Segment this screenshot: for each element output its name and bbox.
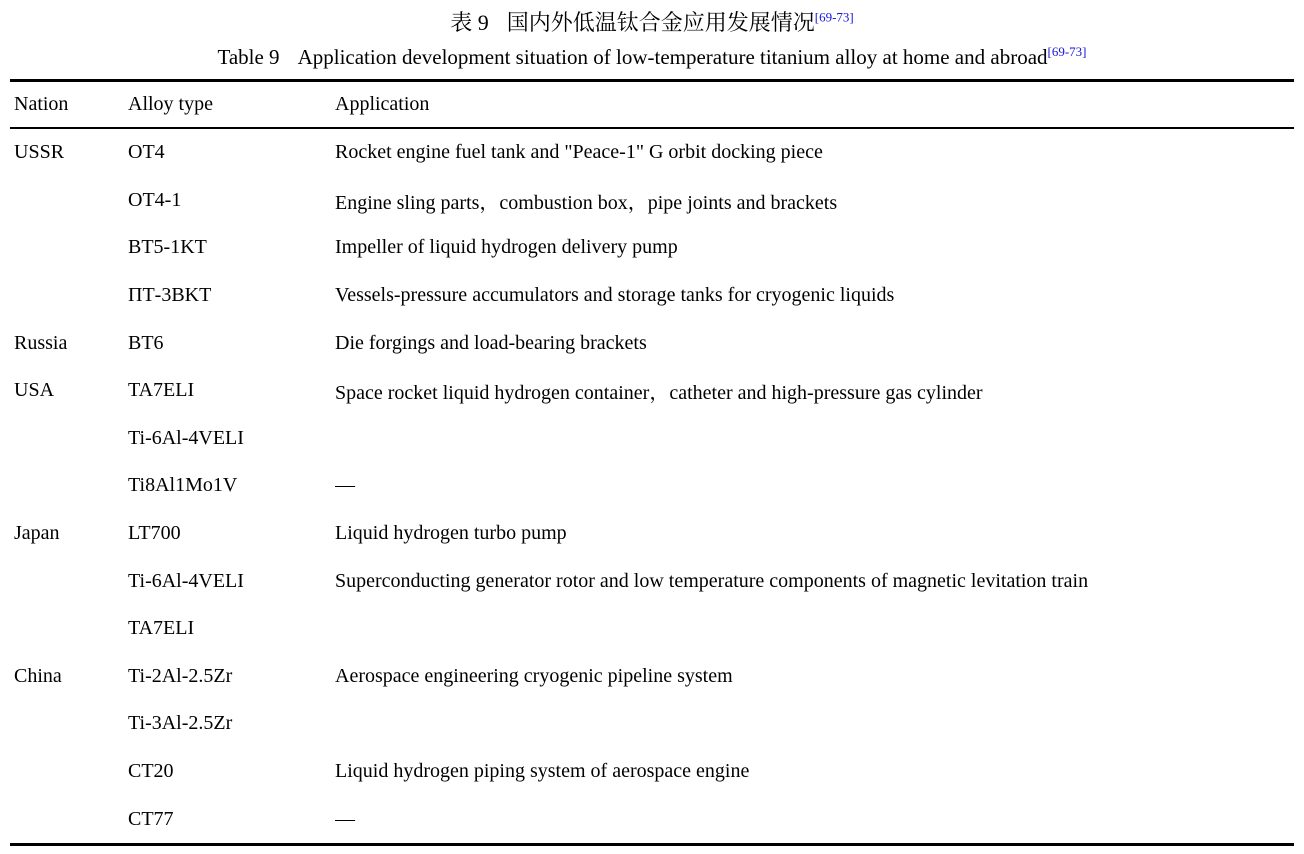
table-row — [10, 795, 1294, 843]
citation-reference-en[interactable]: [69-73] — [1047, 44, 1087, 59]
cell-application: Aerospace engineering cryogenic pipeline system — [335, 664, 733, 687]
table-row — [10, 224, 1294, 272]
cell-application: — — [335, 807, 355, 830]
table-row — [10, 415, 1294, 463]
table-body — [10, 129, 1294, 843]
table-title-en: Application development situation of low-temperature titanium alloy at home and abroad — [297, 45, 1048, 69]
cell-nation: USSR — [14, 141, 65, 164]
column-header-alloy-type: Alloy type — [128, 93, 213, 115]
cell-alloy-type: Ti8Al1Mo1V — [128, 474, 238, 497]
cell-alloy-type: Ti-3Al-2.5Zr — [128, 712, 233, 735]
table-row — [10, 129, 1294, 177]
cell-alloy-type: Ti-6Al-4VELI — [128, 569, 244, 592]
table-header-row — [10, 82, 1294, 129]
cell-application: — — [335, 474, 355, 497]
cell-alloy-type: BT5-1KT — [128, 236, 207, 259]
table-number-zh: 表 9 — [450, 10, 489, 35]
table-row — [10, 700, 1294, 748]
cell-alloy-type: TA7ELI — [128, 617, 195, 640]
cell-nation: Russia — [14, 331, 68, 354]
table-row — [10, 748, 1294, 796]
cell-application: Engine sling parts，combustion box，pipe joints and brackets — [335, 191, 838, 214]
table-row — [10, 367, 1294, 415]
cell-application: Rocket engine fuel tank and "Peace-1" G orbit docking piece — [335, 141, 823, 164]
table-row — [10, 510, 1294, 558]
table-caption-english — [0, 44, 1304, 70]
cell-application: Liquid hydrogen piping system of aerospace engine — [335, 760, 750, 783]
cell-alloy-type: OT4-1 — [128, 188, 182, 211]
column-header-application: Application — [335, 93, 430, 115]
citation-reference-zh[interactable]: [69-73] — [814, 9, 854, 25]
cell-nation: China — [14, 664, 62, 687]
cell-alloy-type: BT6 — [128, 331, 164, 354]
cell-alloy-type: LT700 — [128, 522, 181, 545]
cell-application: Vessels-pressure accumulators and storage tanks for cryogenic liquids — [335, 284, 895, 307]
column-header-nation: Nation — [14, 93, 69, 115]
cell-alloy-type: CT77 — [128, 807, 174, 830]
table-row — [10, 177, 1294, 225]
cell-alloy-type: CT20 — [128, 760, 174, 783]
cell-application: Impeller of liquid hydrogen delivery pump — [335, 236, 678, 259]
cell-alloy-type: Ti-2Al-2.5Zr — [128, 664, 233, 687]
cell-application: Die forgings and load-bearing brackets — [335, 331, 647, 354]
table-row — [10, 605, 1294, 653]
cell-nation: Japan — [14, 522, 60, 545]
table-row — [10, 272, 1294, 320]
cell-application: Superconducting generator rotor and low temperature components of magnetic levitation train — [335, 569, 1089, 592]
cell-alloy-type: ПТ-3BKT — [128, 284, 212, 307]
cell-alloy-type: TA7ELI — [128, 379, 195, 402]
cell-alloy-type: Ti-6Al-4VELI — [128, 426, 244, 449]
table-row — [10, 319, 1294, 367]
table-row — [10, 557, 1294, 605]
cell-alloy-type: OT4 — [128, 141, 165, 164]
data-table — [10, 79, 1294, 846]
table-row — [10, 653, 1294, 701]
table-caption-chinese — [0, 0, 1304, 37]
table-title-zh: 国内外低温钛合金应用发展情况 — [506, 10, 815, 35]
table-row — [10, 462, 1294, 510]
table-number-en: Table 9 — [217, 45, 280, 69]
cell-nation: USA — [14, 379, 55, 402]
cell-application: Space rocket liquid hydrogen container，catheter and high-pressure gas cylinder — [335, 382, 983, 405]
cell-application: Liquid hydrogen turbo pump — [335, 522, 567, 545]
